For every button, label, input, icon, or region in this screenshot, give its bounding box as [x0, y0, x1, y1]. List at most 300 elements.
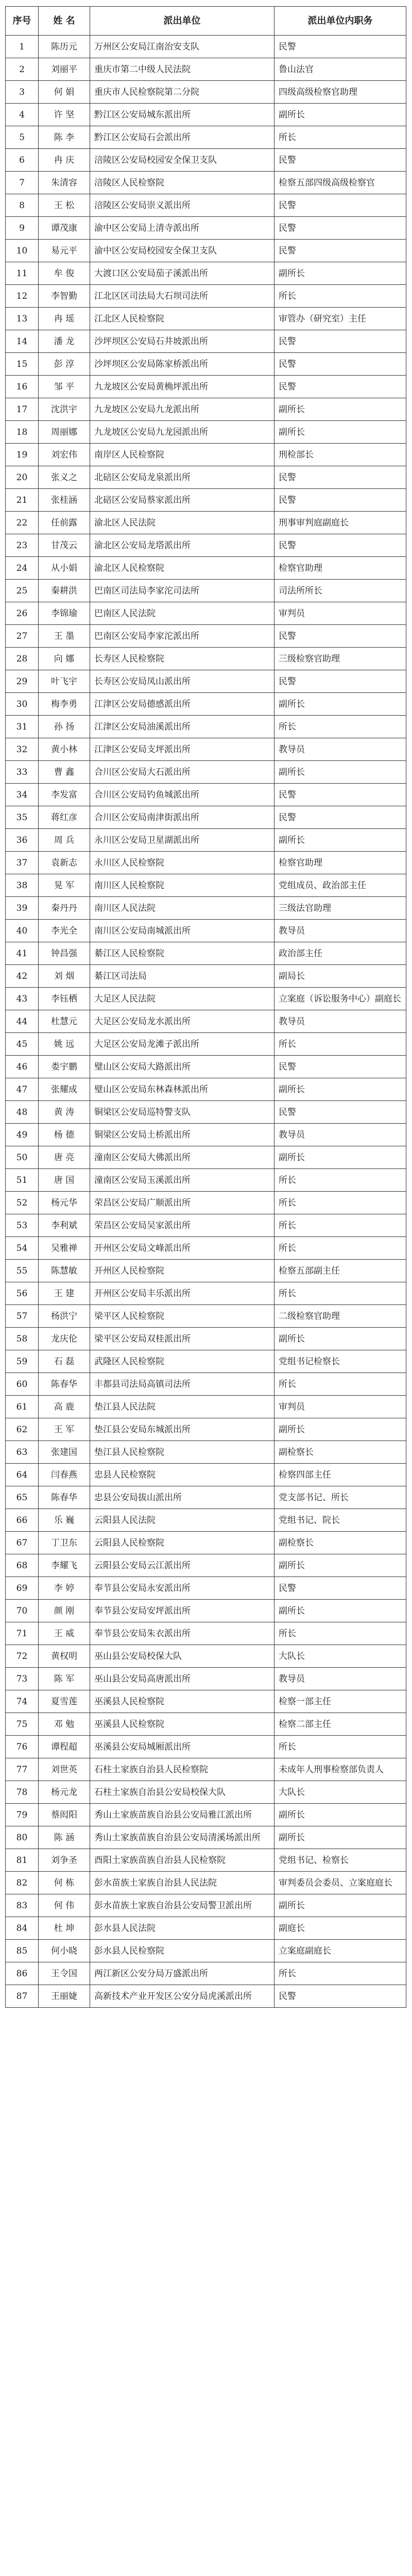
cell-name: 石 磊	[39, 1350, 90, 1373]
table-row	[6, 1350, 406, 1373]
cell-position: 副所长	[274, 829, 406, 852]
cell-name: 甘茂云	[39, 534, 90, 557]
cell-name: 晃 军	[39, 874, 90, 897]
cell-position: 民警	[274, 1577, 406, 1600]
cell-name: 李发富	[39, 784, 90, 806]
cell-unit: 九龙坡区公安局黄桷坪派出所	[90, 376, 274, 398]
cell-no: 51	[6, 1169, 39, 1192]
cell-unit: 垫江县公安局东城派出所	[90, 1418, 274, 1441]
cell-position: 教导员	[274, 738, 406, 761]
header-position: 派出单位内职务	[274, 7, 406, 36]
cell-position: 检察五部副主任	[274, 1260, 406, 1282]
cell-no: 71	[6, 1622, 39, 1645]
cell-unit: 綦江区人民检察院	[90, 942, 274, 965]
cell-position: 所长	[274, 1622, 406, 1645]
cell-name: 潘 龙	[39, 330, 90, 353]
cell-position: 检察官助理	[274, 852, 406, 874]
cell-position: 大队长	[274, 1645, 406, 1668]
cell-no: 16	[6, 376, 39, 398]
cell-unit: 垫江县人民检察院	[90, 1441, 274, 1464]
cell-name: 钟昌强	[39, 942, 90, 965]
table-row	[6, 1577, 406, 1600]
cell-unit: 巫山县公安局校保大队	[90, 1645, 274, 1668]
table-row	[6, 1418, 406, 1441]
cell-unit: 永川区人民检察院	[90, 852, 274, 874]
cell-no: 25	[6, 580, 39, 602]
cell-name: 唐 亮	[39, 1146, 90, 1169]
cell-unit: 大渡口区公安局茄子溪派出所	[90, 262, 274, 285]
cell-position: 民警	[274, 217, 406, 240]
cell-name: 向 娜	[39, 648, 90, 670]
table-row	[6, 466, 406, 489]
cell-name: 朱清容	[39, 172, 90, 194]
cell-name: 刘 烟	[39, 965, 90, 988]
cell-name: 黄小林	[39, 738, 90, 761]
cell-name: 王 威	[39, 1622, 90, 1645]
cell-name: 周丽娜	[39, 421, 90, 444]
cell-unit: 巴南区司法局李家沱司法所	[90, 580, 274, 602]
cell-name: 何 伟	[39, 1894, 90, 1917]
cell-name: 沈洪宇	[39, 398, 90, 421]
cell-position: 审判员	[274, 1396, 406, 1418]
cell-position: 副所长	[274, 693, 406, 716]
cell-unit: 奉节县公安局朱衣派出所	[90, 1622, 274, 1645]
table-row	[6, 104, 406, 126]
cell-unit: 忠县公安局拔山派出所	[90, 1486, 274, 1509]
cell-position: 党组书记、检察长	[274, 1849, 406, 1872]
cell-position: 民警	[274, 194, 406, 217]
header-unit: 派出单位	[90, 7, 274, 36]
cell-no: 65	[6, 1486, 39, 1509]
cell-no: 86	[6, 1962, 39, 1985]
cell-name: 冉 瑶	[39, 308, 90, 330]
cell-name: 孙 扬	[39, 716, 90, 738]
table-row	[6, 1101, 406, 1124]
cell-no: 21	[6, 489, 39, 512]
cell-unit: 开州区公安局文峰派出所	[90, 1237, 274, 1260]
cell-name: 李耀飞	[39, 1554, 90, 1577]
cell-no: 20	[6, 466, 39, 489]
table-row	[6, 602, 406, 625]
cell-no: 70	[6, 1600, 39, 1622]
table-row	[6, 1010, 406, 1033]
cell-name: 邹 平	[39, 376, 90, 398]
cell-no: 47	[6, 1078, 39, 1101]
cell-position: 副所长	[274, 761, 406, 784]
cell-no: 44	[6, 1010, 39, 1033]
table-row	[6, 1078, 406, 1101]
cell-position: 民警	[274, 806, 406, 829]
cell-unit: 江北区人民检察院	[90, 308, 274, 330]
cell-no: 27	[6, 625, 39, 648]
cell-unit: 垫江县人民法院	[90, 1396, 274, 1418]
cell-no: 41	[6, 942, 39, 965]
cell-position: 民警	[274, 376, 406, 398]
cell-no: 40	[6, 920, 39, 942]
table-row	[6, 353, 406, 376]
cell-position: 教导员	[274, 1124, 406, 1146]
cell-position: 副所长	[274, 1826, 406, 1849]
table-row	[6, 1214, 406, 1237]
cell-no: 48	[6, 1101, 39, 1124]
header-name: 姓 名	[39, 7, 90, 36]
cell-name: 王 松	[39, 194, 90, 217]
cell-name: 王 墨	[39, 625, 90, 648]
cell-no: 62	[6, 1418, 39, 1441]
table-row	[6, 1736, 406, 1758]
cell-name: 张建国	[39, 1441, 90, 1464]
cell-position: 所长	[274, 285, 406, 308]
cell-no: 33	[6, 761, 39, 784]
roster-sheet	[5, 6, 406, 2008]
table-row	[6, 965, 406, 988]
cell-name: 唐 国	[39, 1169, 90, 1192]
cell-position: 检察四部主任	[274, 1464, 406, 1486]
cell-no: 85	[6, 1940, 39, 1962]
table-row	[6, 557, 406, 580]
cell-no: 78	[6, 1781, 39, 1804]
table-row	[6, 716, 406, 738]
table-row	[6, 489, 406, 512]
table-row	[6, 308, 406, 330]
cell-no: 29	[6, 670, 39, 693]
table-row	[6, 1192, 406, 1214]
cell-no: 1	[6, 36, 39, 58]
cell-position: 所长	[274, 1214, 406, 1237]
cell-no: 74	[6, 1690, 39, 1713]
cell-unit: 重庆市人民检察院第二分院	[90, 81, 274, 104]
cell-unit: 北碚区公安局龙泉派出所	[90, 466, 274, 489]
cell-no: 26	[6, 602, 39, 625]
cell-no: 64	[6, 1464, 39, 1486]
table-row	[6, 81, 406, 104]
cell-unit: 开州区公安局丰乐派出所	[90, 1282, 274, 1305]
cell-no: 57	[6, 1305, 39, 1328]
table-row	[6, 1282, 406, 1305]
table-row	[6, 648, 406, 670]
table-row	[6, 1169, 406, 1192]
cell-unit: 黔江区公安局石会派出所	[90, 126, 274, 149]
cell-position: 党组成员、政治部主任	[274, 874, 406, 897]
cell-no: 15	[6, 353, 39, 376]
cell-position: 民警	[274, 784, 406, 806]
cell-no: 43	[6, 988, 39, 1010]
cell-unit: 大足区公安局龙滩子派出所	[90, 1033, 274, 1056]
cell-position: 审判委员会委员、立案庭庭长	[274, 1872, 406, 1894]
cell-no: 49	[6, 1124, 39, 1146]
cell-unit: 渝北区公安局龙塔派出所	[90, 534, 274, 557]
cell-unit: 江津区公安局油溪派出所	[90, 716, 274, 738]
cell-unit: 秀山土家族苗族自治县公安局清溪场派出所	[90, 1826, 274, 1849]
cell-no: 69	[6, 1577, 39, 1600]
cell-position: 检察官助理	[274, 557, 406, 580]
table-row	[6, 1509, 406, 1532]
cell-no: 6	[6, 149, 39, 172]
cell-position: 所长	[274, 1033, 406, 1056]
cell-position: 民警	[274, 36, 406, 58]
cell-unit: 万州区公安局江南治安支队	[90, 36, 274, 58]
cell-position: 副所长	[274, 1078, 406, 1101]
table-row	[6, 1554, 406, 1577]
cell-position: 所长	[274, 1373, 406, 1396]
cell-position: 民警	[274, 1101, 406, 1124]
table-row	[6, 1668, 406, 1690]
cell-position: 审判员	[274, 602, 406, 625]
cell-no: 75	[6, 1713, 39, 1736]
cell-no: 68	[6, 1554, 39, 1577]
cell-no: 81	[6, 1849, 39, 1872]
cell-name: 李锦瑜	[39, 602, 90, 625]
cell-no: 28	[6, 648, 39, 670]
cell-unit: 涪陵区公安局校园安全保卫支队	[90, 149, 274, 172]
cell-position: 副检察长	[274, 1532, 406, 1554]
cell-name: 刘丽平	[39, 58, 90, 81]
cell-name: 袁新志	[39, 852, 90, 874]
table-row	[6, 874, 406, 897]
cell-no: 58	[6, 1328, 39, 1350]
cell-unit: 南川区公安局南城派出所	[90, 920, 274, 942]
table-row	[6, 1758, 406, 1781]
cell-no: 56	[6, 1282, 39, 1305]
cell-name: 曹 鑫	[39, 761, 90, 784]
table-row	[6, 1781, 406, 1804]
table-row	[6, 852, 406, 874]
cell-name: 龙庆伦	[39, 1328, 90, 1350]
table-row	[6, 1464, 406, 1486]
table-row	[6, 1622, 406, 1645]
cell-unit: 酉阳土家族苗族自治县人民检察院	[90, 1849, 274, 1872]
cell-position: 民警	[274, 240, 406, 262]
table-row	[6, 1532, 406, 1554]
table-row	[6, 421, 406, 444]
table-body	[6, 36, 406, 2008]
cell-no: 9	[6, 217, 39, 240]
cell-position: 司法所所长	[274, 580, 406, 602]
cell-unit: 渝中区公安局上清寺派出所	[90, 217, 274, 240]
cell-position: 审管办（研究室）主任	[274, 308, 406, 330]
cell-unit: 涪陵区公安局崇义派出所	[90, 194, 274, 217]
cell-unit: 江津区公安局德感派出所	[90, 693, 274, 716]
cell-no: 39	[6, 897, 39, 920]
cell-position: 副所长	[274, 1418, 406, 1441]
cell-no: 77	[6, 1758, 39, 1781]
table-row	[6, 1237, 406, 1260]
cell-position: 党组书记、院长	[274, 1509, 406, 1532]
table-row	[6, 534, 406, 557]
cell-unit: 巴南区人民法院	[90, 602, 274, 625]
table-row	[6, 693, 406, 716]
table-row	[6, 1894, 406, 1917]
table-row	[6, 1441, 406, 1464]
cell-no: 17	[6, 398, 39, 421]
table-row	[6, 1033, 406, 1056]
cell-position: 副庭长	[274, 1917, 406, 1940]
table-row	[6, 149, 406, 172]
cell-name: 叶飞宇	[39, 670, 90, 693]
cell-no: 83	[6, 1894, 39, 1917]
cell-position: 检察一部主任	[274, 1690, 406, 1713]
cell-no: 36	[6, 829, 39, 852]
cell-name: 吴雅禅	[39, 1237, 90, 1260]
cell-name: 谭程超	[39, 1736, 90, 1758]
table-row	[6, 376, 406, 398]
cell-name: 陈慧敏	[39, 1260, 90, 1282]
cell-name: 秦丹丹	[39, 897, 90, 920]
table-row	[6, 240, 406, 262]
cell-unit: 巫溪县公安局城厢派出所	[90, 1736, 274, 1758]
cell-name: 张耀成	[39, 1078, 90, 1101]
cell-unit: 大足区人民法院	[90, 988, 274, 1010]
cell-position: 党支部书记、所长	[274, 1486, 406, 1509]
cell-unit: 荣昌区公安局吴家派出所	[90, 1214, 274, 1237]
cell-name: 黄权明	[39, 1645, 90, 1668]
cell-no: 11	[6, 262, 39, 285]
cell-unit: 永川区公安局卫星湖派出所	[90, 829, 274, 852]
table-row	[6, 1690, 406, 1713]
cell-name: 蒋红彦	[39, 806, 90, 829]
cell-position: 所长	[274, 126, 406, 149]
cell-name: 杜 坤	[39, 1917, 90, 1940]
cell-name: 杜慧元	[39, 1010, 90, 1033]
cell-unit: 綦江区司法局	[90, 965, 274, 988]
cell-position: 民警	[274, 1056, 406, 1078]
cell-no: 54	[6, 1237, 39, 1260]
table-row	[6, 1645, 406, 1668]
cell-name: 颜 刚	[39, 1600, 90, 1622]
table-row	[6, 920, 406, 942]
cell-no: 87	[6, 1985, 39, 2008]
cell-no: 76	[6, 1736, 39, 1758]
table-row	[6, 1056, 406, 1078]
cell-unit: 南岸区人民检察院	[90, 444, 274, 466]
cell-unit: 武隆区人民检察院	[90, 1350, 274, 1373]
table-row	[6, 330, 406, 353]
cell-position: 民警	[274, 670, 406, 693]
table-row	[6, 1872, 406, 1894]
cell-position: 所长	[274, 1192, 406, 1214]
cell-name: 王丽婕	[39, 1985, 90, 2008]
cell-position: 民警	[274, 1985, 406, 2008]
table-row	[6, 262, 406, 285]
cell-position: 检察五部四级高级检察官	[274, 172, 406, 194]
table-row	[6, 194, 406, 217]
cell-position: 民警	[274, 330, 406, 353]
cell-name: 蔡闳阳	[39, 1804, 90, 1826]
cell-no: 46	[6, 1056, 39, 1078]
cell-name: 李钰栖	[39, 988, 90, 1010]
cell-position: 所长	[274, 716, 406, 738]
cell-unit: 开州区人民检察院	[90, 1260, 274, 1282]
cell-position: 鲁山法官	[274, 58, 406, 81]
cell-unit: 荣昌区公安局广顺派出所	[90, 1192, 274, 1214]
cell-unit: 梁平区公安局双桂派出所	[90, 1328, 274, 1350]
cell-name: 谭茂康	[39, 217, 90, 240]
cell-no: 19	[6, 444, 39, 466]
table-row	[6, 1826, 406, 1849]
cell-unit: 丰都县司法局高镇司法所	[90, 1373, 274, 1396]
cell-position: 副所长	[274, 1600, 406, 1622]
cell-name: 陈 李	[39, 126, 90, 149]
cell-unit: 两江新区公安分局万盛派出所	[90, 1962, 274, 1985]
cell-name: 张义之	[39, 466, 90, 489]
table-row	[6, 1600, 406, 1622]
cell-name: 牟 俊	[39, 262, 90, 285]
cell-unit: 合川区公安局大石派出所	[90, 761, 274, 784]
cell-unit: 巫山县公安局高唐派出所	[90, 1668, 274, 1690]
cell-no: 60	[6, 1373, 39, 1396]
cell-name: 夏雪莲	[39, 1690, 90, 1713]
cell-position: 民警	[274, 489, 406, 512]
cell-position: 教导员	[274, 920, 406, 942]
cell-name: 从小娟	[39, 557, 90, 580]
cell-unit: 江北区区司法局大石坝司法所	[90, 285, 274, 308]
cell-no: 67	[6, 1532, 39, 1554]
cell-unit: 大足区公安局龙水派出所	[90, 1010, 274, 1033]
table-row	[6, 1917, 406, 1940]
table-row	[6, 670, 406, 693]
cell-unit: 沙坪坝区公安局石井坡派出所	[90, 330, 274, 353]
cell-unit: 长寿区公安局凤山派出所	[90, 670, 274, 693]
cell-position: 党组书记检察长	[274, 1350, 406, 1373]
cell-position: 立案庭副庭长	[274, 1940, 406, 1962]
cell-unit: 合川区公安局南津街派出所	[90, 806, 274, 829]
cell-name: 王令国	[39, 1962, 90, 1985]
cell-position: 立案庭（诉讼服务中心）副庭长	[274, 988, 406, 1010]
cell-position: 副所长	[274, 1328, 406, 1350]
cell-name: 王 军	[39, 1418, 90, 1441]
cell-name: 冉 庆	[39, 149, 90, 172]
cell-position: 民警	[274, 534, 406, 557]
cell-position: 大队长	[274, 1781, 406, 1804]
cell-unit: 奉节县公安局永安派出所	[90, 1577, 274, 1600]
cell-no: 35	[6, 806, 39, 829]
cell-position: 教导员	[274, 1668, 406, 1690]
cell-unit: 潼南区公安局大佛派出所	[90, 1146, 274, 1169]
table-row	[6, 1486, 406, 1509]
cell-unit: 潼南区公安局玉溪派出所	[90, 1169, 274, 1192]
cell-name: 邓 勉	[39, 1713, 90, 1736]
cell-position: 所长	[274, 1282, 406, 1305]
table-row	[6, 942, 406, 965]
cell-unit: 黔江区公安局城东派出所	[90, 104, 274, 126]
cell-position: 四级高级检察官助理	[274, 81, 406, 104]
cell-unit: 南川区人民法院	[90, 897, 274, 920]
cell-name: 杨 德	[39, 1124, 90, 1146]
cell-name: 陈 涵	[39, 1826, 90, 1849]
cell-unit: 合川区公安局钓鱼城派出所	[90, 784, 274, 806]
cell-position: 刑事审判庭副庭长	[274, 512, 406, 534]
cell-unit: 璧山区公安局大路派出所	[90, 1056, 274, 1078]
cell-unit: 石柱土家族自治县人民检察院	[90, 1758, 274, 1781]
cell-position: 检察二部主任	[274, 1713, 406, 1736]
cell-unit: 梁平区人民检察院	[90, 1305, 274, 1328]
cell-position: 副所长	[274, 421, 406, 444]
cell-unit: 渝北区人民法院	[90, 512, 274, 534]
cell-name: 陈历元	[39, 36, 90, 58]
cell-name: 姚 远	[39, 1033, 90, 1056]
cell-no: 5	[6, 126, 39, 149]
cell-no: 42	[6, 965, 39, 988]
cell-name: 刘争圣	[39, 1849, 90, 1872]
cell-position: 三级检察官助理	[274, 648, 406, 670]
cell-name: 李智勤	[39, 285, 90, 308]
cell-no: 24	[6, 557, 39, 580]
cell-name: 秦耕洪	[39, 580, 90, 602]
table-row	[6, 36, 406, 58]
table-row	[6, 172, 406, 194]
cell-name: 闫春燕	[39, 1464, 90, 1486]
cell-name: 王 建	[39, 1282, 90, 1305]
